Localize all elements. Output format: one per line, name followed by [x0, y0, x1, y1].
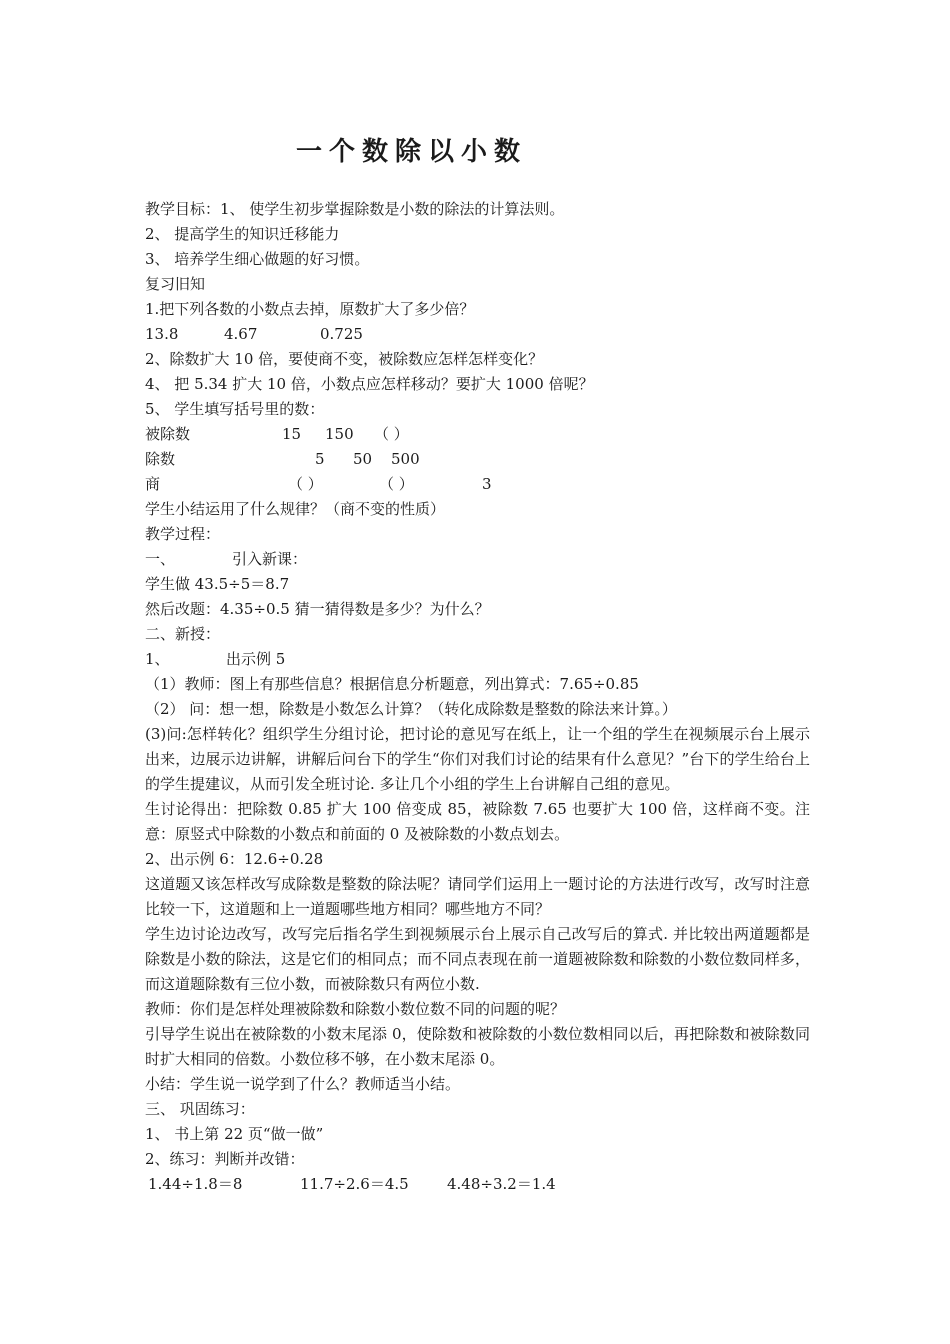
row-label: 商: [145, 475, 161, 493]
row-label: 被除数: [145, 425, 191, 443]
number-item: 4.67: [224, 325, 258, 343]
table-cell: 150: [325, 425, 354, 443]
example-6-heading: 2、出示例 6：12.6÷0.28: [145, 850, 324, 868]
table-cell: （ ）: [374, 425, 409, 443]
section-number: 一、: [145, 550, 176, 568]
item-number: 1、: [145, 650, 170, 668]
review-question-2: 2、除数扩大 10 倍，要使商不变，被除数应怎样怎样变化？: [145, 350, 544, 368]
table-cell: 50: [353, 450, 373, 468]
table-row-dividend: [145, 422, 810, 447]
review-numbers: [145, 322, 810, 347]
step-3: (3)问:怎样转化？组织学生分组讨论，把讨论的意见写在纸上，让一个组的学生在视频展示台上展示出来，边展示边讲解，讲解后问台下的学生“你们对我们讨论的结果有什么意见？”台下的学生给台上的学生提建议，从而引发全班讨论. 多让几个小组的学生上台讲解自己组的意见。: [145, 725, 810, 793]
rule-summary: 学生小结运用了什么规律？（商不变的性质）: [145, 500, 446, 518]
item-label: 出示例 5: [226, 650, 286, 668]
number-item: 13.8: [145, 325, 179, 343]
teacher-question: 教师：你们是怎样处理被除数和除数小数位数不同的问题的呢？: [145, 1000, 566, 1018]
review-question-4: 4、 把 5.34 扩大 10 倍，小数点应怎样移动？要扩大 1000 倍呢？: [145, 375, 594, 393]
table-cell: （ ）: [288, 475, 323, 493]
practice-2: 2、练习：判断并改错：: [145, 1150, 305, 1168]
goal-2: 2、 提高学生的知识迁移能力: [145, 225, 340, 243]
judge-item: 11.7÷2.6＝4.5: [300, 1175, 409, 1193]
section-review: 复习旧知: [145, 275, 206, 293]
row-label: 除数: [145, 450, 176, 468]
step-2: （2） 问：想一想，除数是小数怎么计算？（转化成除数是整数的除法来计算。）: [145, 700, 677, 718]
table-cell: （ ）: [379, 475, 414, 493]
judge-items: [145, 1172, 810, 1197]
goal-3: 3、 培养学生细心做题的好习惯。: [145, 250, 370, 268]
example-6-student: 学生边讨论边改写，改写完后指名学生到视频展示台上展示自己改写后的算式. 并比较出两道题都是除数是小数的除法，这是它们的相同点；而不同点表现在前一道题被除数和除数的小数位数同样多，而这道题除数有三位小数，而被除数只有两位小数.: [145, 925, 810, 993]
table-cell: 15: [282, 425, 302, 443]
number-item: 0.725: [320, 325, 363, 343]
change-question: 然后改题：4.35÷0.5 猜一猜得数是多少？为什么？: [145, 600, 490, 618]
page-title: 一个数除以小数: [296, 137, 528, 167]
section-label: 引入新课：: [232, 550, 308, 568]
brief-summary: 小结：学生说一说学到了什么？教师适当小结。: [145, 1075, 461, 1093]
section-practice: 三、 巩固练习：: [145, 1100, 255, 1118]
section-process: 教学过程：: [145, 525, 221, 543]
table-row-quotient: [145, 472, 810, 497]
judge-item: 4.48÷3.2＝1.4: [447, 1175, 556, 1193]
practice-1: 1、 书上第 22 页“做一做”: [145, 1125, 324, 1143]
table-cell: 500: [391, 450, 420, 468]
table-cell: 5: [315, 450, 325, 468]
judge-item: 1.44÷1.8＝8: [148, 1175, 243, 1193]
table-cell: 3: [482, 475, 492, 493]
section-new-teach: 二、新授：: [145, 625, 221, 643]
section-intro: [145, 547, 810, 572]
student-calc: 学生做 43.5÷5＝8.7: [145, 575, 290, 593]
table-row-divisor: [145, 447, 810, 472]
step-1: （1）教师：图上有那些信息？根据信息分析题意，列出算式：7.65÷0.85: [145, 675, 639, 693]
document-body: [145, 197, 810, 1197]
review-question-1: 1.把下列各数的小数点去掉，原数扩大了多少倍？: [145, 300, 475, 318]
review-question-5: 5、 学生填写括号里的数：: [145, 400, 325, 418]
goal-1: 教学目标：1、 使学生初步掌握除数是小数的除法的计算法则。: [145, 200, 565, 218]
example-5-heading: [145, 647, 810, 672]
example-6-question: 这道题又该怎样改写成除数是整数的除法呢？请同学们运用上一题讨论的方法进行改写，改写时注意比较一下，这道题和上一道题哪些地方相同？哪些地方不同？: [145, 875, 810, 918]
guide-paragraph: 引导学生说出在被除数的小数末尾添 0，使除数和被除数的小数位数相同以后，再把除数和被除数同时扩大相同的倍数。小数位移不够，在小数末尾添 0。: [145, 1025, 810, 1068]
discussion-result: 生讨论得出：把除数 0.85 扩大 100 倍变成 85，被除数 7.65 也要扩大 100 倍，这样商不变。注意：原竖式中除数的小数点和前面的 0 及被除数的小数点划去。: [145, 800, 810, 843]
